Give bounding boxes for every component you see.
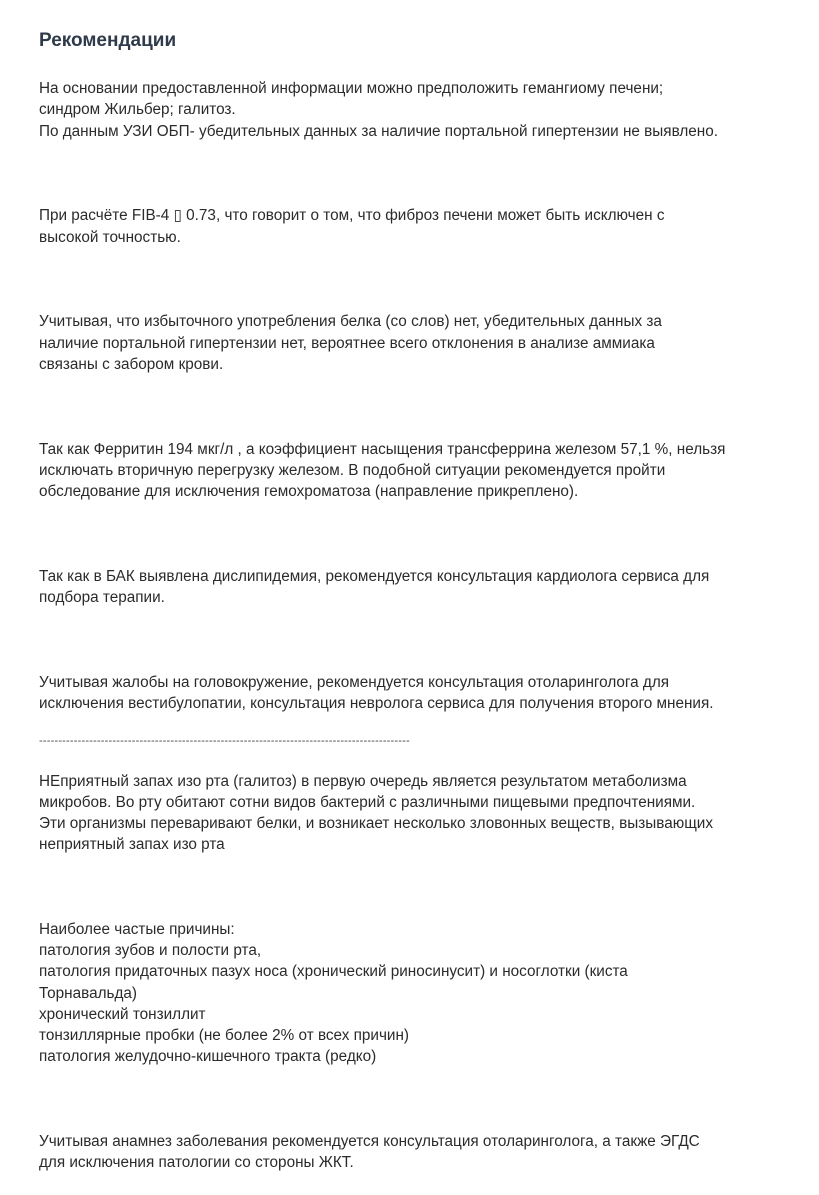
- paragraph-ferritin: Так как Ферритин 194 мкг/л , а коэффициент насыщения трансферрина железом 57,1 %, нельзя исключать вторичную перегрузку железом. В подобной ситуации рекомендуется пройти обследование для исключения гемохроматоза (направление прикреплено).: [39, 440, 726, 501]
- paragraph-gap: [39, 877, 799, 898]
- paragraph-dyslipidemia: Так как в БАК выявлена дислипидемия, рекомендуется консультация кардиолога сервиса для подбора терапии.: [39, 567, 710, 607]
- recommendations-text: [39, 57, 799, 1195]
- paragraph-gap: [39, 269, 799, 290]
- paragraph-gap: [39, 396, 799, 417]
- section-title: Рекомендации: [39, 30, 177, 51]
- paragraph-dizziness: Учитывая жалобы на головокружение, рекомендуется консультация отоларинголога для исключения вестибулопатии, консультация невролога сервиса для получения второго мнения.: [39, 673, 714, 713]
- paragraph-gap: [39, 1089, 799, 1110]
- dashed-divider: ------------------------------------------------------------------------------------------------: [39, 735, 410, 748]
- paragraph-fib4: При расчёте FIB-4 ▯ 0.73, что говорит о том, что фиброз печени может быть исключен с высокой точностью.: [39, 207, 665, 246]
- paragraph-gap: [39, 629, 799, 650]
- paragraph-causes-list: Наиболее частые причины: патология зубов и полости рта, патология придаточных пазух носа (хронический риносинусит) и носоглотки (киста Торнавальда) хронический тонзиллит тонзиллярные пробки (не более 2% от всех причин) патология желудочно-кишечного тракта (редко): [39, 921, 628, 1066]
- paragraph-diagnosis: На основании предоставленной информации можно предположить гемангиому печени; синдром Жильбер; галитоз. По данным УЗИ ОБП- убедительных данных за наличие портальной гипертензии не выявлено.: [39, 80, 718, 140]
- paragraph-halitosis: НЕприятный запах изо рта (галитоз) в первую очередь является результатом метаболизма микробов. Во рту обитают сотни видов бактерий с различными пищевыми предпочтениями. Эти организмы переваривают белки, и возникает несколько зловонных веществ, вызывающих неприятный запах изо рта: [39, 772, 713, 854]
- paragraph-final-recommendation: Учитывая анамнез заболевания рекомендуется консультация отоларинголога, а также ЭГДС для исключения патологии со стороны ЖКТ.: [39, 1133, 700, 1172]
- paragraph-ammonia: Учитывая, что избыточного употребления белка (со слов) нет, убедительных данных за наличие портальной гипертензии нет, вероятнее всего отклонения в анализе аммиака связаны с забором крови.: [39, 313, 662, 373]
- paragraph-gap: [39, 523, 799, 544]
- paragraph-gap: [39, 163, 799, 184]
